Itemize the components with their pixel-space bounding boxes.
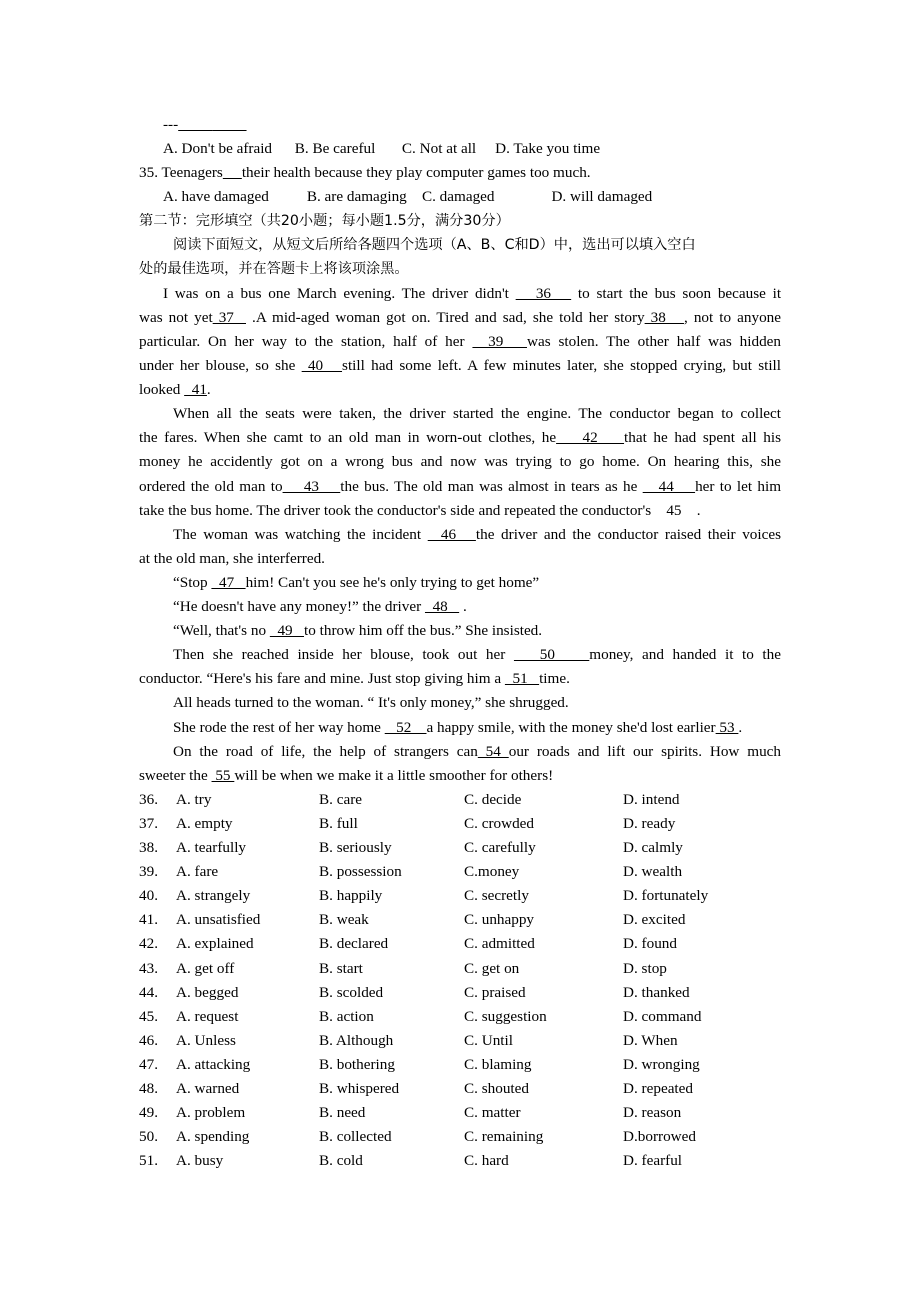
blank-47: 47 — [211, 574, 246, 591]
passage-text: . — [206, 381, 211, 398]
choice-option: A. try — [176, 791, 212, 808]
passage-text: . — [738, 719, 743, 736]
choice-number: 45. — [139, 1008, 158, 1025]
choice-number: 38. — [139, 839, 158, 856]
choice-option: C. suggestion — [464, 1008, 547, 1025]
blank-40: 40 — [301, 357, 343, 374]
passage-text: was stolen. The other half was hidden — [526, 333, 782, 350]
blank-43: 43 — [282, 478, 341, 495]
passage-line — [139, 306, 781, 330]
choice-option: B. care — [319, 791, 363, 808]
passage-line — [139, 330, 781, 354]
passage-line: money he accidently got on a wrong bus and now was trying to go home. On hearing this, she — [139, 453, 781, 470]
section-instruction-2: 处的最佳选项，并在答题卡上将该项涂黑。 — [139, 261, 409, 277]
passage-text: “He doesn't have any money!” the driver — [173, 598, 422, 615]
choice-option: D. command — [623, 1008, 702, 1025]
choice-option: C. blaming — [464, 1056, 532, 1073]
choice-option: B. seriously — [319, 839, 392, 856]
choice-option: D. excited — [623, 911, 686, 928]
passage-text: I was on a bus one March evening. The driver didn't — [163, 285, 509, 302]
choice-number: 42. — [139, 935, 158, 952]
passage-line — [139, 740, 781, 764]
choice-row — [139, 1077, 799, 1101]
choice-row — [139, 1029, 799, 1053]
choice-option: A. begged — [176, 984, 239, 1001]
choice-option: B. possession — [319, 863, 402, 880]
choice-option: D. intend — [623, 791, 680, 808]
passage-text: . — [462, 598, 467, 615]
blank-44: 44 — [642, 478, 696, 495]
choice-option: B. scolded — [319, 984, 384, 1001]
choice-number: 37. — [139, 815, 158, 832]
choice-option: D. fearful — [623, 1152, 683, 1169]
q35-stem-after: their health because they play computer games too much. — [241, 164, 591, 181]
q34-options: A. Don't be afraid B. Be careful C. Not at all D. Take you time — [163, 140, 601, 157]
passage-text: a happy smile, with the money she'd lost earlier — [426, 719, 716, 736]
blank-41: 41 — [184, 381, 207, 398]
choice-option: B. whispered — [319, 1080, 400, 1097]
section-instruction-1: 阅读下面短文，从短文后所给各题四个选项（A、B、C和D）中，选出可以填入空白 — [173, 237, 696, 253]
choice-row — [139, 860, 799, 884]
passage-text: him! Can't you see he's only trying to get home” — [245, 574, 540, 591]
choice-option: D. ready — [623, 815, 676, 832]
blank-49: 49 — [269, 622, 305, 639]
q35-stem-before: Teenagers — [157, 164, 223, 181]
choice-option: B. need — [319, 1104, 366, 1121]
choice-row — [139, 836, 799, 860]
passage-text: , not to anyone — [683, 309, 781, 326]
passage-line — [139, 619, 781, 643]
choice-option: C.money — [464, 863, 520, 880]
choice-row — [139, 957, 799, 981]
choice-row — [139, 788, 799, 812]
choice-row — [139, 1149, 799, 1173]
choice-number: 39. — [139, 863, 158, 880]
choice-row — [139, 1125, 799, 1149]
passage-line — [139, 595, 781, 619]
blank-38: 38 — [644, 309, 684, 326]
blank-50: 50 — [513, 646, 590, 663]
blank-55: 55 — [211, 767, 235, 784]
passage-text: the bus. The old man was almost in tears as he — [340, 478, 638, 495]
choice-option: D. When — [623, 1032, 678, 1049]
choice-option: D. calmly — [623, 839, 683, 856]
passage-text: our roads and lift our spirits. How much — [508, 743, 782, 760]
choice-option: A. busy — [176, 1152, 224, 1169]
choice-option: D. reason — [623, 1104, 682, 1121]
choice-option: D. wealth — [623, 863, 683, 880]
choice-number: 36. — [139, 791, 158, 808]
choice-row — [139, 908, 799, 932]
passage-text: particular. On her way to the station, half of her — [139, 333, 465, 350]
choice-number: 49. — [139, 1104, 158, 1121]
blank-48: 48 — [424, 598, 460, 615]
passage-line — [139, 354, 781, 378]
choice-option: D.borrowed — [623, 1128, 696, 1145]
passage-text: take the bus home. The driver took the conductor's side and repeated the conductor's — [139, 502, 652, 519]
choice-option: A. explained — [176, 935, 254, 952]
choice-option: B. cold — [319, 1152, 363, 1169]
passage-text: .A mid-aged woman got on. Tired and sad, she told her story — [246, 309, 645, 326]
passage-text: “Stop — [173, 574, 208, 591]
choice-option: D. fortunately — [623, 887, 709, 904]
passage-line — [139, 475, 781, 499]
choice-option: C. decide — [464, 791, 522, 808]
passage-text: The woman was watching the incident — [173, 526, 422, 543]
passage-text: time. — [539, 670, 570, 687]
passage-text: “Well, that's no — [173, 622, 267, 639]
q35-number: 35. — [139, 164, 158, 181]
choice-option: B. collected — [319, 1128, 392, 1145]
passage-line — [139, 282, 781, 306]
passage-text: She rode the rest of her way home — [173, 719, 381, 736]
choice-option: B. weak — [319, 911, 369, 928]
blank-42: 42 — [556, 429, 625, 446]
choice-number: 40. — [139, 887, 158, 904]
passage-text: still had some left. A few minutes later, she stopped crying, but still — [342, 357, 781, 374]
choice-option: A. attacking — [176, 1056, 251, 1073]
choice-option: C. remaining — [464, 1128, 544, 1145]
passage-line — [139, 426, 781, 450]
blank-51: 51 — [504, 670, 540, 687]
passage-text: the driver and the conductor raised their voices — [475, 526, 782, 543]
choice-row — [139, 932, 799, 956]
passage-text: was not yet — [139, 309, 213, 326]
q34-prompt-line — [139, 113, 781, 137]
passage-text: the fares. When she camt to an old man in worn-out clothes, he — [139, 429, 557, 446]
passage-line: at the old man, she interferred. — [139, 550, 325, 567]
blank-54: 54 — [477, 743, 509, 760]
passage-line — [139, 643, 781, 667]
choice-option: C. carefully — [464, 839, 536, 856]
blank-53: 53 — [715, 719, 739, 736]
choice-number: 43. — [139, 960, 158, 977]
passage-text: ordered the old man to — [139, 478, 283, 495]
passage-text: under her blouse, so she — [139, 357, 296, 374]
choice-number: 51. — [139, 1152, 158, 1169]
passage-text: money, and handed it to the — [589, 646, 781, 663]
q34-prompt: --- — [163, 116, 179, 133]
choice-option: B. Although — [319, 1032, 394, 1049]
passage-text: will be when we make it a little smoother for others! — [234, 767, 554, 784]
passage-text: sweeter the — [139, 767, 208, 784]
choice-option: C. shouted — [464, 1080, 529, 1097]
passage-line: When all the seats were taken, the driver started the engine. The conductor began to collect — [173, 405, 781, 422]
choice-option: A. tearfully — [176, 839, 247, 856]
choice-row — [139, 1053, 799, 1077]
choice-option: A. get off — [176, 960, 235, 977]
passage-text: On the road of life, the help of strangers can — [173, 743, 478, 760]
q35-blank — [223, 164, 242, 181]
q35-options: A. have damaged B. are damaging C. damaged D. will damaged — [163, 188, 653, 205]
choice-option: B. full — [319, 815, 358, 832]
choice-option: D. thanked — [623, 984, 690, 1001]
choice-option: C. hard — [464, 1152, 509, 1169]
passage-text: that he had spent all his — [624, 429, 782, 446]
passage-text: to throw him off the bus.” She insisted. — [304, 622, 543, 639]
blank-39: 39 — [472, 333, 527, 350]
choice-row — [139, 812, 799, 836]
choice-row — [139, 981, 799, 1005]
choice-option: B. happily — [319, 887, 383, 904]
choice-option: C. matter — [464, 1104, 521, 1121]
passage-line — [139, 523, 781, 547]
choice-option: C. admitted — [464, 935, 535, 952]
choice-number: 46. — [139, 1032, 158, 1049]
choice-option: A. spending — [176, 1128, 250, 1145]
choice-option: C. unhappy — [464, 911, 535, 928]
choice-option: D. wronging — [623, 1056, 700, 1073]
section-title: 第二节：完形填空（共20小题；每小题1.5分，满分30分） — [139, 213, 510, 229]
passage-text: looked — [139, 381, 181, 398]
choice-option: A. strangely — [176, 887, 251, 904]
choice-option: C. Until — [464, 1032, 513, 1049]
choice-option: D. repeated — [623, 1080, 693, 1097]
choice-number: 44. — [139, 984, 158, 1001]
choice-option: D. stop — [623, 960, 667, 977]
choice-number: 50. — [139, 1128, 158, 1145]
passage-line: All heads turned to the woman. “ It's only money,” she shrugged. — [173, 694, 569, 711]
blank-52: 52 — [384, 719, 427, 736]
choice-row — [139, 1101, 799, 1125]
passage-text: her to let him — [695, 478, 782, 495]
choice-option: C. get on — [464, 960, 520, 977]
choice-option: A. fare — [176, 863, 219, 880]
choice-option: A. warned — [176, 1080, 240, 1097]
choice-option: A. request — [176, 1008, 239, 1025]
passage-line — [139, 378, 781, 402]
choice-number: 47. — [139, 1056, 158, 1073]
choice-option: C. praised — [464, 984, 526, 1001]
passage-line — [139, 499, 781, 523]
choice-number: 41. — [139, 911, 158, 928]
blank-36: 36 — [515, 285, 572, 302]
passage-text: conductor. “Here's his fare and mine. Just stop giving him a — [139, 670, 502, 687]
passage-line — [139, 716, 781, 740]
choice-option: B. bothering — [319, 1056, 395, 1073]
choice-row — [139, 1005, 799, 1029]
blank-46: 46 — [427, 526, 476, 543]
choice-option: D. found — [623, 935, 677, 952]
choice-option: A. empty — [176, 815, 233, 832]
choice-option: C. secretly — [464, 887, 529, 904]
passage-text: Then she reached inside her blouse, took out her — [173, 646, 506, 663]
choice-row — [139, 884, 799, 908]
passage-line — [139, 571, 781, 595]
choice-option: B. declared — [319, 935, 389, 952]
choice-option: A. Unless — [176, 1032, 236, 1049]
passage-line — [139, 764, 781, 788]
q35-stem — [139, 161, 781, 185]
passage-line — [139, 667, 781, 691]
blank-37: 37 — [212, 309, 246, 326]
choice-option: B. action — [319, 1008, 374, 1025]
choice-number: 48. — [139, 1080, 158, 1097]
choice-option: B. start — [319, 960, 363, 977]
passage-text: to start the bus soon because it — [577, 285, 782, 302]
q34-blank — [178, 116, 212, 133]
choice-option: A. problem — [176, 1104, 246, 1121]
blank-45: 45 . — [651, 502, 701, 519]
choice-option: C. crowded — [464, 815, 535, 832]
choice-option: A. unsatisfied — [176, 911, 261, 928]
